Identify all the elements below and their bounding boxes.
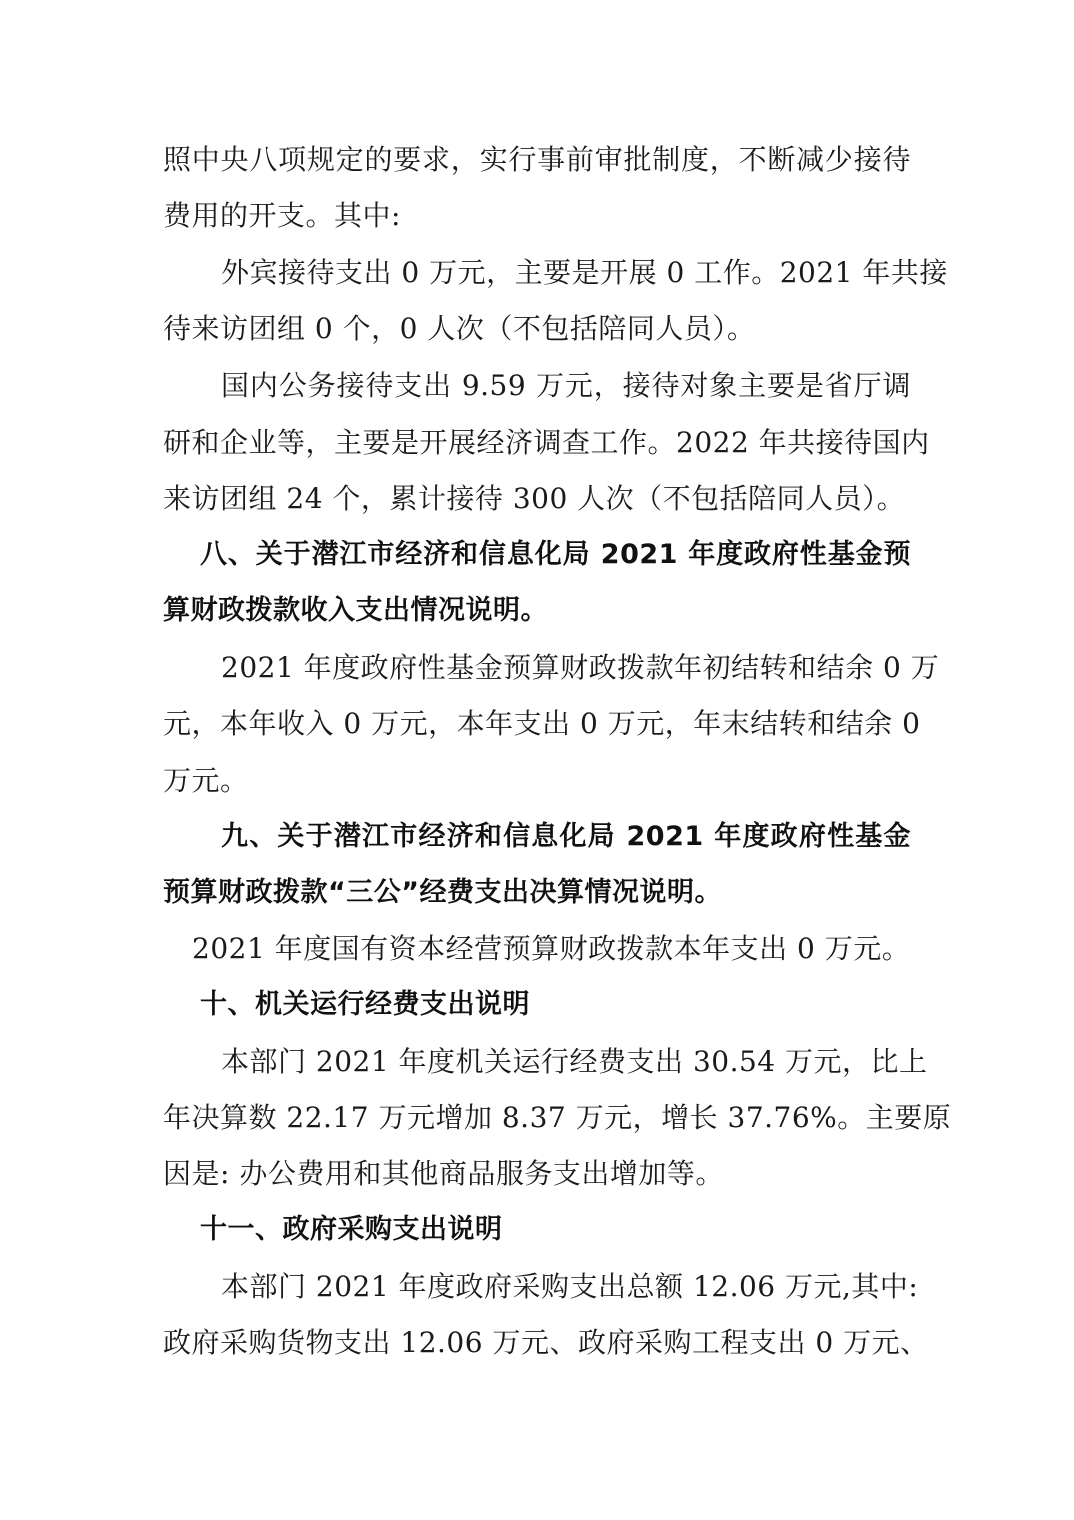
paragraph-line: 元，本年收入 0 万元，本年支出 0 万元，年末结转和结余 0 [163,707,921,740]
section-heading-8: 八、关于潜江市经济和信息化局 2021 年度政府性基金预 [200,539,911,570]
paragraph-line: 2021 年度国有资本经营预算财政拨款本年支出 0 万元。 [192,932,911,965]
paragraph-line: 费用的开支。其中: [163,199,401,232]
paragraph-line: 研和企业等，主要是开展经济调查工作。2022 年共接待国内 [163,426,930,459]
paragraph-line: 本部门 2021 年度政府采购支出总额 12.06 万元,其中: [221,1270,919,1303]
paragraph-line: 政府采购货物支出 12.06 万元、政府采购工程支出 0 万元、 [163,1326,929,1359]
paragraph-line: 来访团组 24 个，累计接待 300 人次（不包括陪同人员）。 [163,482,906,515]
section-heading-11: 十一、政府采购支出说明 [200,1214,503,1245]
paragraph-line: 年决算数 22.17 万元增加 8.37 万元，增长 37.76%。主要原 [163,1101,952,1134]
paragraph-line: 待来访团组 0 个，0 人次（不包括陪同人员）。 [163,312,756,345]
paragraph-line: 因是: 办公费用和其他商品服务支出增加等。 [163,1157,724,1190]
paragraph-line: 外宾接待支出 0 万元，主要是开展 0 工作。2021 年共接 [221,256,948,289]
section-heading-9-cont: 预算财政拨款“三公”经费支出决算情况说明。 [163,877,722,908]
paragraph-line: 万元。 [163,764,249,797]
paragraph-line: 照中央八项规定的要求，实行事前审批制度，不断减少接待 [163,143,911,176]
section-heading-10: 十、机关运行经费支出说明 [200,989,530,1020]
section-heading-9: 九、关于潜江市经济和信息化局 2021 年度政府性基金 [221,821,911,852]
paragraph-line: 2021 年度政府性基金预算财政拨款年初结转和结余 0 万 [221,651,940,684]
paragraph-line: 国内公务接待支出 9.59 万元，接待对象主要是省厅调 [221,369,911,402]
paragraph-line: 本部门 2021 年度机关运行经费支出 30.54 万元，比上 [221,1045,928,1078]
section-heading-8-cont: 算财政拨款收入支出情况说明。 [163,595,548,626]
